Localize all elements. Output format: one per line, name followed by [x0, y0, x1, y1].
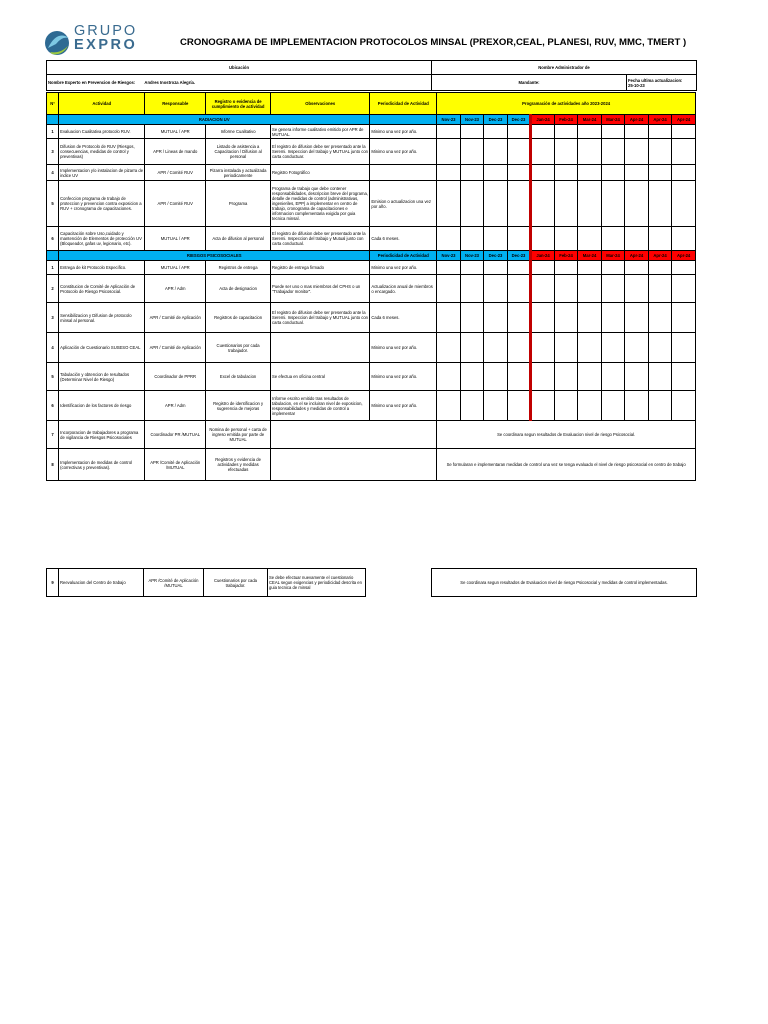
row-observaciones: Registro Fotográfico	[271, 165, 370, 181]
mandante-label: Mandante:	[432, 75, 627, 91]
schedule-body	[47, 93, 696, 481]
ruv-month-7: Mar-24	[601, 115, 625, 125]
schedule-cell	[625, 333, 649, 363]
schedule-cell	[507, 363, 531, 391]
ruv-month-1: Nov-23	[460, 115, 484, 125]
header-actividad: Actividad	[59, 93, 145, 115]
schedule-cell	[648, 363, 672, 391]
schedule-cell	[460, 165, 484, 181]
schedule-cell	[672, 139, 696, 165]
row-periodicidad: Cada 6 meses.	[370, 227, 437, 251]
psico-section-periodicidad: Periodicidad de Actividad	[370, 251, 437, 261]
schedule-cell	[437, 261, 461, 275]
schedule-cell	[437, 333, 461, 363]
row-responsable: APR / Adm	[145, 275, 206, 303]
schedule-cell	[484, 303, 508, 333]
row-actividad: Implementacion de medidas de control (correctivas y preventivas).	[59, 449, 145, 481]
row-actividad: Evaluacion Cualitativa protocolo RUV.	[59, 125, 145, 139]
row-responsable: APR / Comité RUV	[145, 181, 206, 227]
row-note: Se coordinara segun resultados de Evaluacion nivel de riesgo Psicosocial.	[437, 421, 696, 449]
schedule-cell	[625, 275, 649, 303]
schedule-cell	[531, 363, 555, 391]
row-periodicidad: Actualizacion anual de miembros o encargado.	[370, 275, 437, 303]
schedule-cell	[484, 125, 508, 139]
ruv-blank-n	[47, 115, 59, 125]
schedule-cell	[601, 275, 625, 303]
schedule-cell	[460, 181, 484, 227]
experto-label: Nombre Experto en Prevencion de Riesgos:	[48, 80, 136, 85]
schedule-cell	[648, 165, 672, 181]
psico-month-1: Nov-23	[460, 251, 484, 261]
schedule-cell	[484, 139, 508, 165]
schedule-cell	[531, 333, 555, 363]
schedule-cell	[625, 261, 649, 275]
bottom-row-registro: Cuestionarios por cada trabajador.	[204, 569, 268, 597]
schedule-cell	[672, 275, 696, 303]
row-n: 4	[47, 165, 59, 181]
row-n: 5	[47, 181, 59, 227]
schedule-cell	[531, 391, 555, 421]
row-n: 1	[47, 125, 59, 139]
bottom-table	[46, 568, 697, 597]
schedule-cell	[531, 139, 555, 165]
header-registro: Registro o evidencia de cumplimiento de actividad	[206, 93, 271, 115]
ruv-month-4: Jan-24	[531, 115, 555, 125]
bottom-row-note: Se coordinara segun resultados de Evaluacion nivel de riesgo Psicosocial y medidas de control implementadas.	[432, 569, 697, 597]
header-periodicidad: Periodicidad de Actividad	[370, 93, 437, 115]
row-n: 2	[47, 275, 59, 303]
row-responsable: APR /Comité de Aplicación /MUTUAL	[145, 449, 206, 481]
psico-blank-n	[47, 251, 59, 261]
schedule-cell	[554, 181, 578, 227]
schedule-cell	[460, 391, 484, 421]
schedule-cell	[507, 261, 531, 275]
psico-row	[47, 421, 696, 449]
psico-month-9: Apr-24	[648, 251, 672, 261]
schedule-cell	[625, 227, 649, 251]
schedule-cell	[601, 125, 625, 139]
schedule-cell	[625, 391, 649, 421]
psico-section-title: RIESGOS PSICOSOCIALES	[59, 251, 370, 261]
schedule-cell	[460, 333, 484, 363]
row-actividad: Tabulación y obtencion de resultados (Determinar Nivel de Riesgo)	[59, 363, 145, 391]
schedule-cell	[437, 181, 461, 227]
row-registro: Acta de difusion al personal	[206, 227, 271, 251]
schedule-cell	[578, 139, 602, 165]
schedule-cell	[578, 303, 602, 333]
row-n: 3	[47, 139, 59, 165]
row-observaciones: Registro de entrega firmado	[271, 261, 370, 275]
schedule-cell	[554, 391, 578, 421]
schedule-cell	[531, 303, 555, 333]
schedule-cell	[437, 125, 461, 139]
schedule-cell	[625, 303, 649, 333]
bottom-row-actividad: Reevaluacion del Centro de trabajo	[59, 569, 144, 597]
schedule-cell	[601, 227, 625, 251]
fecha-cell	[627, 75, 697, 91]
schedule-cell	[437, 363, 461, 391]
experto-name: Andres Inostroza Alegría.	[144, 80, 195, 85]
logo-text	[74, 24, 137, 52]
row-registro: Informe Cualitativo	[206, 125, 271, 139]
row-periodicidad: Minimo una vez por año.	[370, 125, 437, 139]
row-actividad: Entrega de kit Protocolo Especifico.	[59, 261, 145, 275]
schedule-cell	[625, 363, 649, 391]
schedule-cell	[507, 165, 531, 181]
psico-month-7: Mar-24	[601, 251, 625, 261]
schedule-cell	[672, 181, 696, 227]
row-observaciones: Puede ser uno o mas miembros del CPHS o un "Trabajador monitor".	[271, 275, 370, 303]
schedule-cell	[460, 261, 484, 275]
row-actividad: Incorporacion de trabajadores a programa de vigilancia de Riesgos Psicosociales	[59, 421, 145, 449]
row-responsable: Coordinador de PPRR	[145, 363, 206, 391]
schedule-cell	[531, 261, 555, 275]
row-actividad: Confeccion programa de trabajo de proteccion y prevencion contra exposicion a RUV + cronograma de capacitaciones.	[59, 181, 145, 227]
schedule-cell	[531, 275, 555, 303]
schedule-cell	[460, 139, 484, 165]
schedule-cell	[648, 125, 672, 139]
row-actividad: Implementacion y/o instalacion de pizarra de indice UV	[59, 165, 145, 181]
schedule-cell	[437, 165, 461, 181]
schedule-cell	[554, 139, 578, 165]
psico-row	[47, 303, 696, 333]
schedule-cell	[507, 227, 531, 251]
row-n: 3	[47, 303, 59, 333]
psico-month-10: Apr-24	[672, 251, 696, 261]
psico-month-2: Dec-23	[484, 251, 508, 261]
psico-month-0: Nov-23	[437, 251, 461, 261]
ruv-month-2: Dec-23	[484, 115, 508, 125]
schedule-cell	[484, 261, 508, 275]
ruv-section-periodicidad	[370, 115, 437, 125]
row-n: 6	[47, 391, 59, 421]
schedule-cell	[554, 363, 578, 391]
psico-row	[47, 275, 696, 303]
ubicacion-label: Ubicación	[47, 61, 432, 75]
schedule-cell	[672, 363, 696, 391]
row-observaciones: Informe escrito emitido tras resultados de tabulacion, en el se incluiran nivel de exposicion, responsabilidades y medidas de control a implementar	[271, 391, 370, 421]
schedule-cell	[460, 303, 484, 333]
schedule-cell	[578, 227, 602, 251]
row-periodicidad: Emision o actualizacion una vez por año.	[370, 181, 437, 227]
row-actividad: Capacitación sobre Uso,cuidado y mantención de Elementos de protección UV (Bloqueador, gafas uv, legionario, etc).	[59, 227, 145, 251]
fecha-label: Fecha ultima actualizacion:	[628, 77, 683, 83]
schedule-cell	[578, 165, 602, 181]
schedule-cell	[648, 181, 672, 227]
schedule-cell	[507, 181, 531, 227]
row-registro: Acta de designacion	[206, 275, 271, 303]
document-title: CRONOGRAMA DE IMPLEMENTACION PROTOCOLOS MINSAL (PREXOR,CEAL, PLANESI, RUV, MMC, TMERT )	[180, 37, 687, 48]
schedule-cell	[601, 303, 625, 333]
row-n: 8	[47, 449, 59, 481]
row-note: Se formularan e implementaran medidas de control una vez se tenga evaluado el nivel de riesgo psicosocial en centro de trabajo	[437, 449, 696, 481]
schedule-cell	[672, 125, 696, 139]
schedule-cell	[484, 227, 508, 251]
row-n: 1	[47, 261, 59, 275]
schedule-cell	[531, 227, 555, 251]
schedule-cell	[437, 303, 461, 333]
row-registro: Nomina de personal + carta de ingreso emitida por parte de MUTUAL	[206, 421, 271, 449]
schedule-cell	[625, 125, 649, 139]
schedule-cell	[648, 139, 672, 165]
psico-row	[47, 363, 696, 391]
ruv-month-9: Apr-24	[648, 115, 672, 125]
ruv-month-6: Mar-24	[578, 115, 602, 125]
schedule-cell	[578, 391, 602, 421]
header-programacion: Programación de actividades año 2023-2024	[437, 93, 696, 115]
row-periodicidad: Minimo una vez por año.	[370, 139, 437, 165]
row-responsable: APR / Adm	[145, 391, 206, 421]
schedule-cell	[648, 275, 672, 303]
row-responsable: APR / Comité RUV	[145, 165, 206, 181]
schedule-cell	[484, 333, 508, 363]
row-periodicidad: Minimo una vez por año.	[370, 363, 437, 391]
schedule-cell	[625, 139, 649, 165]
schedule-cell	[625, 165, 649, 181]
row-n: 4	[47, 333, 59, 363]
row-responsable: APR / Comité de Aplicación	[145, 303, 206, 333]
schedule-cell	[507, 333, 531, 363]
row-responsable: MUTUAL / APR	[145, 227, 206, 251]
schedule-cell	[460, 227, 484, 251]
schedule-cell	[507, 303, 531, 333]
schedule-cell	[437, 139, 461, 165]
psico-month-4: Jan-24	[531, 251, 555, 261]
row-observaciones	[271, 449, 437, 481]
schedule-cell	[554, 227, 578, 251]
row-registro: Cuestionarios por cada trabajador.	[206, 333, 271, 363]
schedule-cell	[460, 363, 484, 391]
meta-table	[46, 60, 697, 75]
ruv-section-row	[47, 115, 696, 125]
ruv-month-8: Apr-24	[625, 115, 649, 125]
row-actividad: Constitucion de Comité de Aplicación de Protocolo de Riesgo Psicosocial.	[59, 275, 145, 303]
meta-table-2	[46, 74, 697, 91]
schedule-cell	[648, 391, 672, 421]
ruv-row	[47, 125, 696, 139]
admin-label: Nombre Administrador de	[432, 61, 697, 75]
schedule-cell	[672, 303, 696, 333]
psico-month-6: Mar-24	[578, 251, 602, 261]
schedule-cell	[625, 181, 649, 227]
row-observaciones: El registro de difusion debe ser presentado ante la Seremi. Inspeccion del trabajo y Mutual junto con carta conductual.	[271, 227, 370, 251]
experto-cell	[47, 75, 432, 91]
row-registro: Programa	[206, 181, 271, 227]
psico-section-row	[47, 251, 696, 261]
schedule-cell	[507, 139, 531, 165]
ruv-row	[47, 165, 696, 181]
psico-month-5: Feb-24	[554, 251, 578, 261]
schedule-table	[46, 92, 696, 481]
header-n: N°	[47, 93, 59, 115]
psico-month-8: Apr-24	[625, 251, 649, 261]
row-responsable: MUTUAL / APR	[145, 261, 206, 275]
schedule-cell	[554, 303, 578, 333]
psico-row	[47, 261, 696, 275]
row-periodicidad: Minimo una vez por año.	[370, 391, 437, 421]
row-observaciones: Se genera informe cualitativo emitido por APR de MUTUAL.	[271, 125, 370, 139]
schedule-cell	[648, 333, 672, 363]
schedule-cell	[601, 261, 625, 275]
fecha-value: 25-10-23	[628, 82, 645, 88]
schedule-cell	[672, 333, 696, 363]
row-n: 6	[47, 227, 59, 251]
schedule-cell	[507, 275, 531, 303]
row-responsable: APR / Lineas de mando	[145, 139, 206, 165]
schedule-cell	[601, 181, 625, 227]
row-n: 5	[47, 363, 59, 391]
row-observaciones	[271, 333, 370, 363]
schedule-cell	[554, 275, 578, 303]
schedule-cell	[484, 165, 508, 181]
header-responsable: Responsable	[145, 93, 206, 115]
psico-month-3: Dec-23	[507, 251, 531, 261]
ruv-month-5: Feb-24	[554, 115, 578, 125]
schedule-cell	[531, 181, 555, 227]
schedule-cell	[578, 181, 602, 227]
schedule-cell	[601, 363, 625, 391]
ruv-row	[47, 227, 696, 251]
schedule-cell	[437, 391, 461, 421]
schedule-cell	[507, 125, 531, 139]
row-responsable: APR / Comité de Aplicación	[145, 333, 206, 363]
bottom-row-responsable: APR /Comité de Aplicación /MUTUAL	[144, 569, 204, 597]
schedule-cell	[578, 125, 602, 139]
ruv-month-10: Apr-24	[672, 115, 696, 125]
ruv-row	[47, 181, 696, 227]
schedule-cell	[554, 165, 578, 181]
schedule-cell	[460, 125, 484, 139]
row-periodicidad: Cada 6 meses.	[370, 303, 437, 333]
schedule-cell	[484, 275, 508, 303]
schedule-cell	[484, 181, 508, 227]
schedule-cell	[484, 363, 508, 391]
row-responsable: Coordinador PR /MUTUAL	[145, 421, 206, 449]
row-responsable: MUTUAL / APR	[145, 125, 206, 139]
row-observaciones: El registro de difusion debe ser presentado ante la Seremi. Inspeccion del trabajo y MUTUAL junto con carta conductuar.	[271, 139, 370, 165]
row-periodicidad: Minimo una vez por año.	[370, 261, 437, 275]
schedule-cell	[578, 261, 602, 275]
schedule-cell	[554, 261, 578, 275]
schedule-cell	[531, 125, 555, 139]
row-registro: Pizarra instalada y actualizada periodicamente	[206, 165, 271, 181]
row-registro: Registros de capacitacion	[206, 303, 271, 333]
schedule-cell	[531, 165, 555, 181]
row-actividad: Difusion de Protocolo de RUV (Riesgos, consecuencias, medidas de control y preventivas)	[59, 139, 145, 165]
row-registro: Registro de identificacion y sugerencia de mejoras	[206, 391, 271, 421]
schedule-cell	[554, 333, 578, 363]
schedule-cell	[484, 391, 508, 421]
schedule-cell	[507, 391, 531, 421]
row-actividad: Identificacion de los factores de riesgo	[59, 391, 145, 421]
schedule-cell	[601, 391, 625, 421]
schedule-cell	[601, 139, 625, 165]
row-observaciones	[271, 421, 437, 449]
schedule-cell	[648, 303, 672, 333]
bottom-row-observaciones: Se debe efectuar nuevamente el cuestionario CEAL segun exigencias y periodicidad descrita en guia tecnica de minsal	[268, 569, 366, 597]
row-observaciones: El registro de difusion debe ser presentado ante la Seremi. Inspeccion del trabajo y MUTUAL junto con carta conductual.	[271, 303, 370, 333]
schedule-cell	[437, 275, 461, 303]
ruv-section-title: RADIACION UV	[59, 115, 370, 125]
psico-row	[47, 391, 696, 421]
schedule-cell	[601, 333, 625, 363]
schedule-cell	[554, 125, 578, 139]
schedule-cell	[648, 261, 672, 275]
schedule-cell	[672, 391, 696, 421]
schedule-cell	[672, 165, 696, 181]
row-registro: Registros de entrega	[206, 261, 271, 275]
row-registro: Listado de asistencia a Capacitacion / Difusion al personal	[206, 139, 271, 165]
row-observaciones: Se efectua en oficina central	[271, 363, 370, 391]
schedule-cell	[578, 363, 602, 391]
psico-row	[47, 449, 696, 481]
bottom-row-empty	[366, 569, 432, 597]
row-n: 7	[47, 421, 59, 449]
schedule-cell	[578, 275, 602, 303]
schedule-cell	[578, 333, 602, 363]
ruv-month-0: Nov-23	[437, 115, 461, 125]
row-actividad: Sensibilizacion y Difusion de protocolo minsal al personal.	[59, 303, 145, 333]
psico-row	[47, 333, 696, 363]
schedule-cell	[437, 227, 461, 251]
schedule-cell	[648, 227, 672, 251]
schedule-cell	[460, 275, 484, 303]
schedule-cell	[672, 227, 696, 251]
logo-line1: GRUPO	[74, 23, 138, 39]
schedule-cell	[601, 165, 625, 181]
header-observaciones: Observaciones	[271, 93, 370, 115]
ruv-row	[47, 139, 696, 165]
row-periodicidad	[370, 165, 437, 181]
schedule-cell	[672, 261, 696, 275]
logo-line2: EXPRO	[74, 37, 138, 53]
row-registro: Excel de tabulacion	[206, 363, 271, 391]
row-observaciones: Programa de trabajo que debe contener responsabilidades, descripcion breve del programa, detalle de medidas de control (administrativas, ingenieriles, EPP) a implementar en centro de trabajo, cronograma de capacitaciones e informacion complementaria exigida por guia tecnica minsal.	[271, 181, 370, 227]
row-periodicidad: Minimo una vez por año.	[370, 333, 437, 363]
row-registro: Registros y evidencia de actividades y medidas efectuadas	[206, 449, 271, 481]
bottom-row-n: 9	[47, 569, 59, 597]
row-actividad: Aplicación de Cuestionario SUSESO CEAL	[59, 333, 145, 363]
ruv-month-3: Dec-23	[507, 115, 531, 125]
